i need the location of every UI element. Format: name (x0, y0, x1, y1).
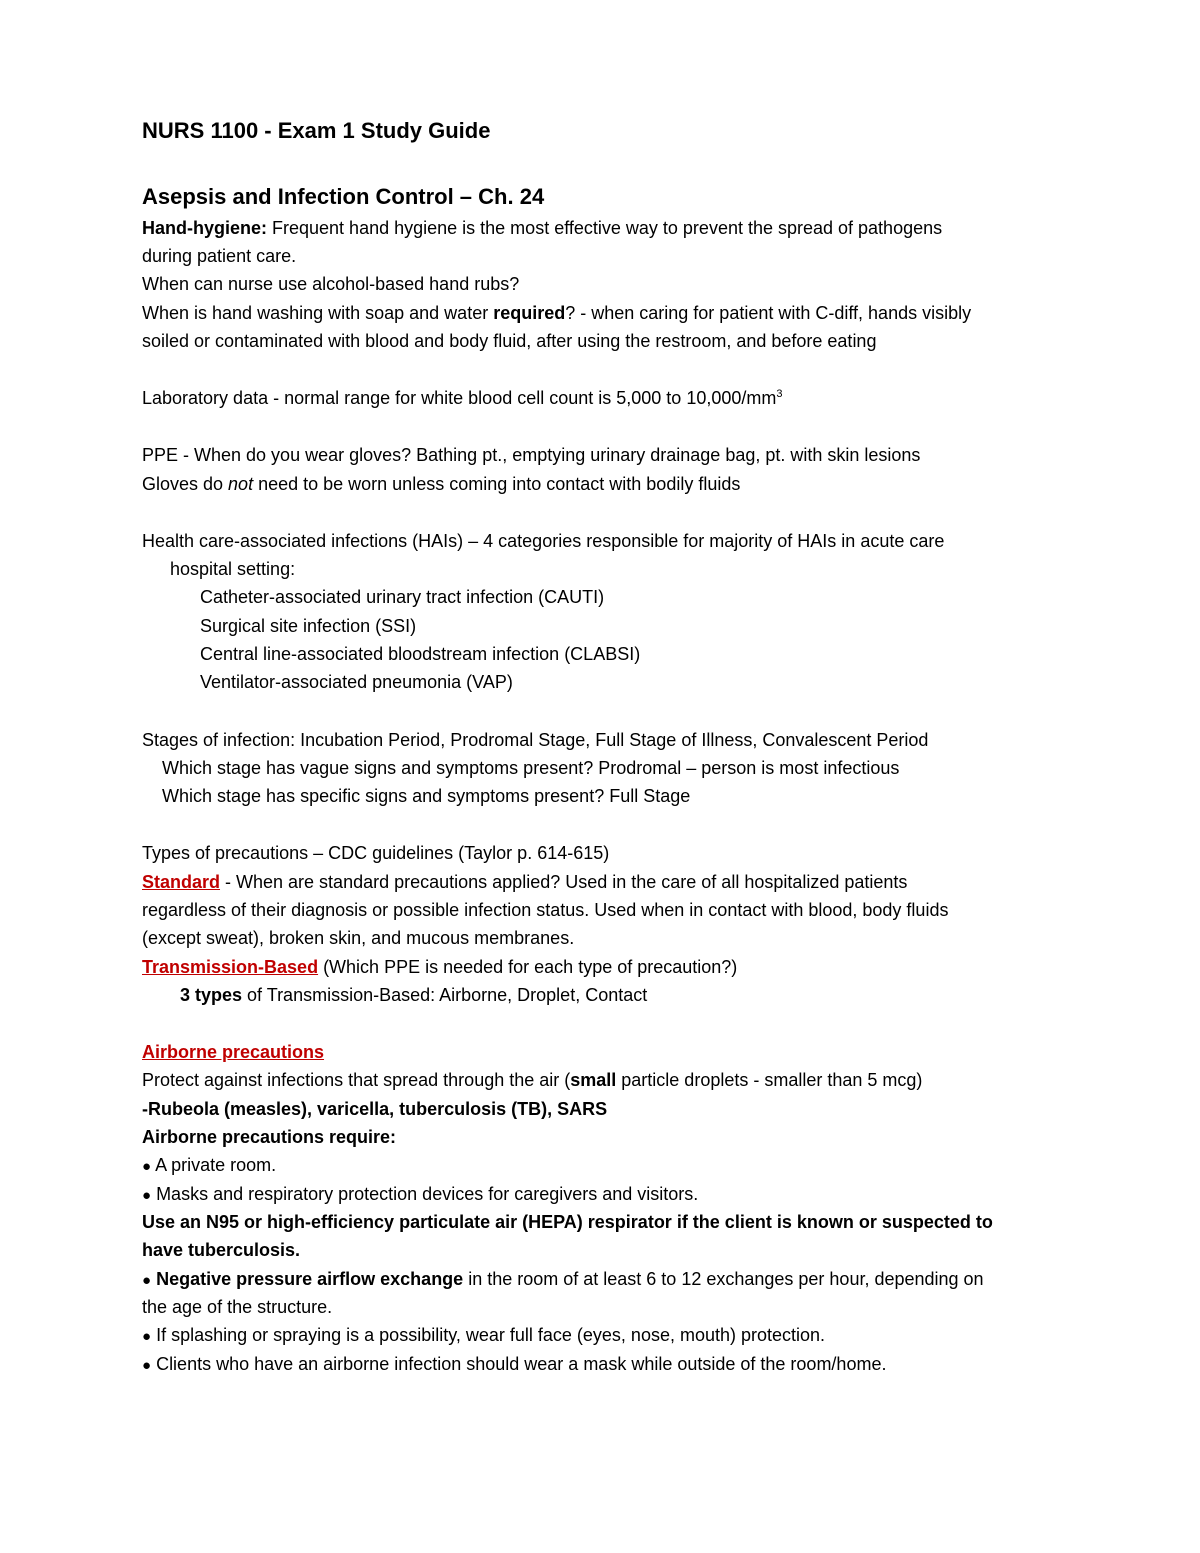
airborne-protect-line (142, 1066, 922, 1094)
hai-item: Surgical site infection (SSI) (200, 616, 417, 636)
hand-washing-line-2: soiled or contaminated with blood and body fluid, after using the restroom, and before eating (142, 331, 877, 351)
bullet-text: A private room. (151, 1155, 277, 1175)
bullet-icon: ● (142, 1357, 152, 1374)
document-page (142, 0, 1072, 1553)
bullet-text: Masks and respiratory protection devices for caregivers and visitors. (151, 1184, 699, 1204)
alcohol-rub-question: When can nurse use alcohol-based hand rubs? (142, 274, 520, 294)
lab-text: Laboratory data - normal range for white blood cell count is 5,000 to 10,000/mm (142, 388, 777, 408)
hand-hygiene-text: Frequent hand hygiene is the most effective way to prevent the spread of pathogens (267, 218, 943, 238)
three-types-text: of Transmission-Based: Airborne, Droplet, Contact (242, 985, 648, 1005)
bullet-icon: ● (142, 1328, 152, 1345)
lab-data-line (142, 384, 782, 412)
bullet-text: If splashing or spraying is a possibility, wear full face (eyes, nose, mouth) protection. (151, 1325, 826, 1345)
three-types-line (180, 981, 647, 1009)
wash-q-end: ? - when caring for patient with C-diff, hands visibly (565, 303, 972, 323)
bullet-bold-text: Negative pressure airflow exchange (151, 1269, 464, 1289)
wash-q-required: required (493, 303, 566, 323)
stages-question-1: Which stage has vague signs and symptoms present? Prodromal – person is most infectious (162, 758, 900, 778)
gloves-note-line (142, 470, 740, 498)
transmission-text: (Which PPE is needed for each type of precaution?) (318, 957, 738, 977)
hand-hygiene-label: Hand-hygiene: (142, 218, 268, 238)
transmission-label: Transmission-Based (142, 957, 319, 977)
transmission-line (142, 953, 737, 981)
hai-item: Ventilator-associated pneumonia (VAP) (200, 672, 513, 692)
airborne-bullet (142, 1321, 825, 1351)
airborne-bullet (142, 1180, 698, 1210)
standard-line-2: regardless of their diagnosis or possible infection status. Used when in contact with blood, body fluids (142, 900, 949, 920)
airborne-bullet (142, 1350, 886, 1380)
airborne-require-heading: Airborne precautions require: (142, 1127, 397, 1147)
n95-line-2: have tuberculosis. (142, 1240, 301, 1260)
gloves-start: Gloves do (142, 474, 229, 494)
bullet-icon: ● (142, 1158, 152, 1175)
n95-line-1: Use an N95 or high-efficiency particulate air (HEPA) respirator if the client is known or suspected to (142, 1212, 993, 1232)
lab-superscript: 3 (776, 388, 783, 400)
hai-line-1: Health care-associated infections (HAIs) – 4 categories responsible for majority of HAIs in acute care (142, 531, 945, 551)
precautions-types-line: Types of precautions – CDC guidelines (Taylor p. 614-615) (142, 843, 610, 863)
bullet-icon: ● (142, 1272, 152, 1289)
hai-item: Catheter-associated urinary tract infection (CAUTI) (200, 587, 605, 607)
protect-start: Protect against infections that spread through the air ( (142, 1070, 571, 1090)
wash-q-start: When is hand washing with soap and water (142, 303, 494, 323)
standard-line (142, 868, 907, 896)
gloves-end: need to be worn unless coming into contact with bodily fluids (253, 474, 741, 494)
stages-line: Stages of infection: Incubation Period, Prodromal Stage, Full Stage of Illness, Convalescent Period (142, 730, 929, 750)
ppe-gloves-line: PPE - When do you wear gloves? Bathing pt., emptying urinary drainage bag, pt. with skin lesions (142, 445, 921, 465)
standard-text: - When are standard precautions applied? Used in the care of all hospitalized patients (220, 872, 908, 892)
hai-line-2: hospital setting: (170, 559, 296, 579)
bullet-text: Clients who have an airborne infection should wear a mask while outside of the room/home. (151, 1354, 887, 1374)
airborne-bullet (142, 1151, 276, 1181)
bullet-icon: ● (142, 1187, 152, 1204)
hand-hygiene-line-2: during patient care. (142, 246, 297, 266)
hai-item: Central line-associated bloodstream infection (CLABSI) (200, 644, 641, 664)
stages-question-2: Which stage has specific signs and symptoms present? Full Stage (162, 786, 691, 806)
airborne-bullet (142, 1265, 984, 1295)
standard-label: Standard (142, 872, 221, 892)
protect-end: particle droplets - smaller than 5 mcg) (616, 1070, 923, 1090)
document-title: NURS 1100 - Exam 1 Study Guide (142, 118, 491, 143)
gloves-not: not (228, 474, 254, 494)
hand-hygiene-line (142, 214, 942, 242)
standard-line-3: (except sweat), broken skin, and mucous membranes. (142, 928, 575, 948)
section-heading-asepsis: Asepsis and Infection Control – Ch. 24 (142, 184, 545, 209)
airborne-diseases: -Rubeola (measles), varicella, tuberculosis (TB), SARS (142, 1099, 608, 1119)
three-types-bold: 3 types (180, 985, 243, 1005)
bullet-text: in the room of at least 6 to 12 exchanges per hour, depending on (463, 1269, 984, 1289)
hand-washing-question (142, 299, 971, 327)
protect-small: small (570, 1070, 617, 1090)
airborne-heading: Airborne precautions (142, 1042, 325, 1062)
bullet-3-line-2: the age of the structure. (142, 1297, 333, 1317)
